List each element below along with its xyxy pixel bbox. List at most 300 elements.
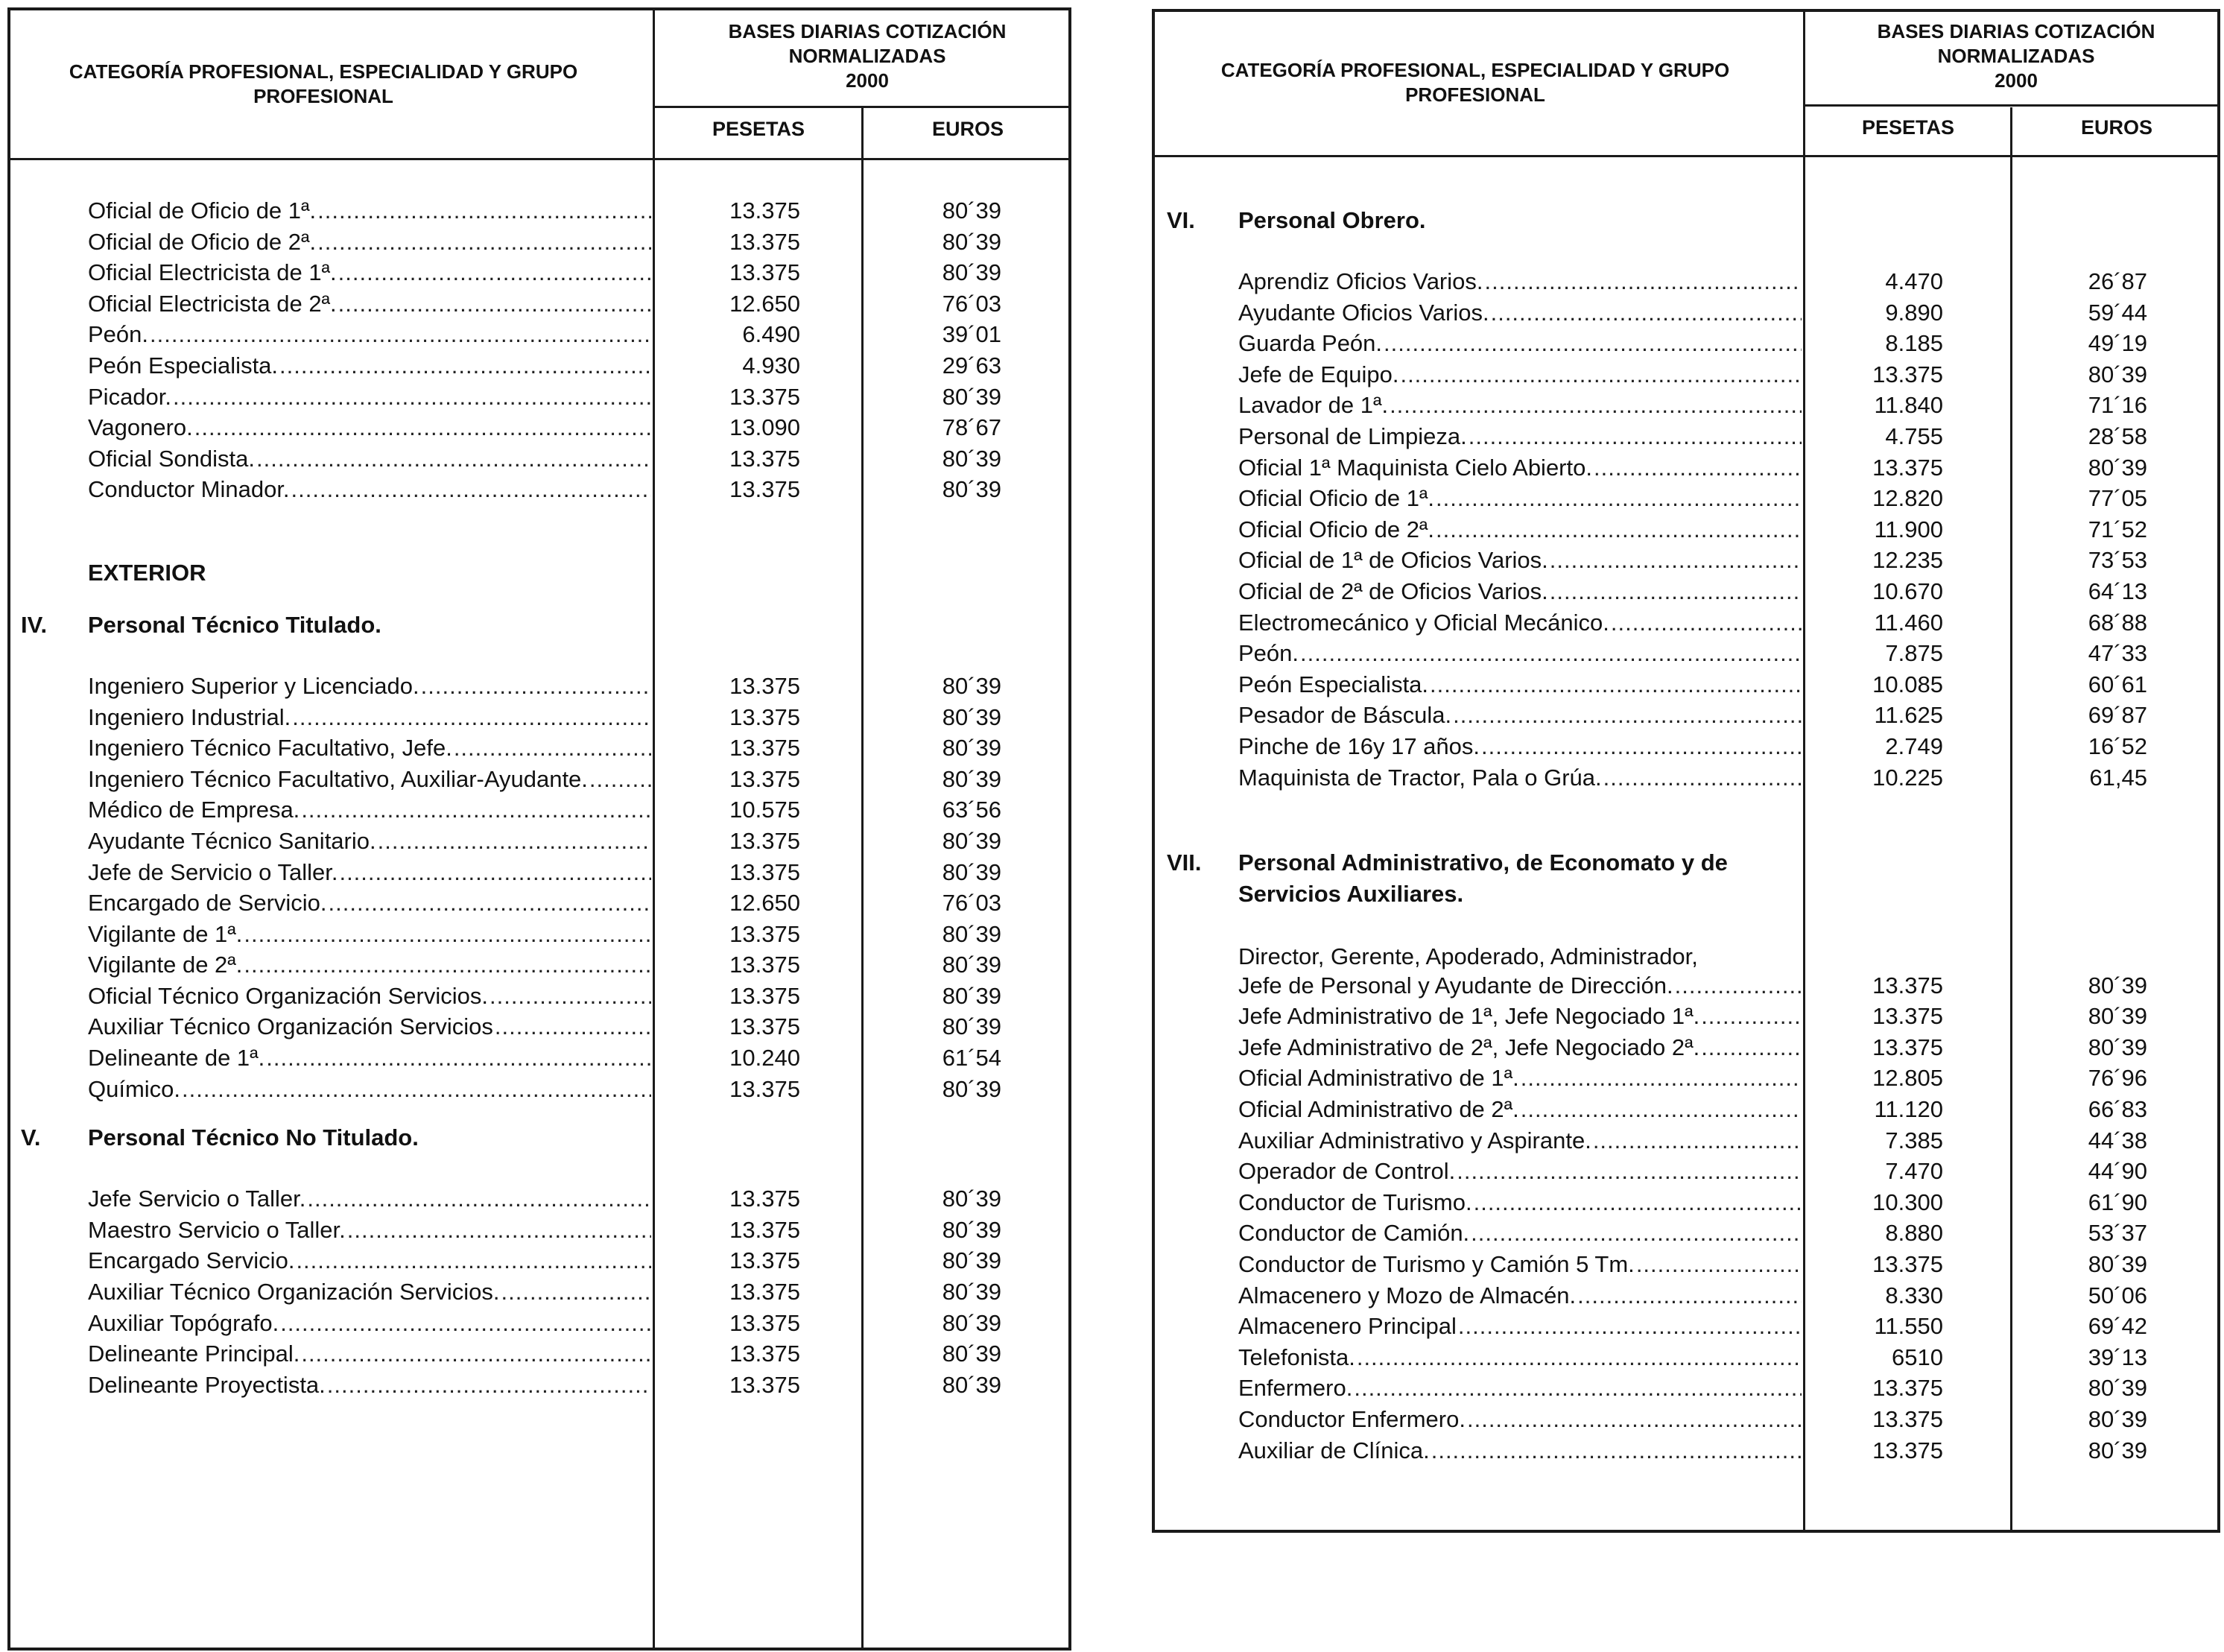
section-iv-heading xyxy=(10,612,1068,656)
pesetas-value: 12.650 xyxy=(729,290,800,317)
dot-leader xyxy=(256,446,651,472)
section-title: Personal Técnico Titulado. xyxy=(88,611,381,638)
dot-leader xyxy=(1471,1220,1802,1247)
euros-value: 59´44 xyxy=(2088,299,2147,326)
row-label-text: Ingeniero Técnico Facultativo, Auxiliar-Ayudante. xyxy=(88,765,588,792)
row-label xyxy=(1238,578,1802,605)
row-label-text: Ingeniero Superior y Licenciado. xyxy=(88,672,419,699)
row-label-text: Conductor Enfermero. xyxy=(1238,1406,1466,1432)
row-label-text: Aprendiz Oficios Varios. xyxy=(1238,268,1483,294)
euros-value: 80´39 xyxy=(2088,1251,2147,1278)
table-row xyxy=(10,321,1068,352)
pesetas-value: 10.225 xyxy=(1872,764,1943,791)
euros-value: 47´33 xyxy=(2088,640,2147,667)
table-row xyxy=(1155,361,2217,393)
row-label xyxy=(88,890,651,917)
dot-leader xyxy=(1458,1313,1802,1340)
dot-leader xyxy=(1550,547,1802,574)
row-label-text: Guarda Peón. xyxy=(1238,330,1383,357)
row-label-text: Delineante de 1ª. xyxy=(88,1045,265,1072)
euros-value: 80´39 xyxy=(942,1216,1001,1243)
row-label-text: Delineante Proyectista. xyxy=(88,1371,326,1398)
pesetas-value: 10.575 xyxy=(729,797,800,823)
table-row xyxy=(1155,516,2217,548)
pesetas-value: 13.375 xyxy=(729,703,800,730)
header-rule xyxy=(1155,155,2217,157)
euros-value: 77´05 xyxy=(2088,485,2147,512)
pesetas-value: 12.650 xyxy=(729,890,800,917)
row-label-text: Personal de Limpieza. xyxy=(1238,423,1467,449)
table-row xyxy=(10,384,1068,415)
euros-value: 76´03 xyxy=(942,290,1001,317)
pesetas-value: 13.375 xyxy=(1872,1437,1943,1463)
dot-leader xyxy=(1481,733,1802,760)
pesetas-value: 2.749 xyxy=(1885,732,1943,759)
row-label-text: Oficial de 2ª de Oficios Varios. xyxy=(1238,577,1548,604)
row-label xyxy=(88,446,651,472)
euros-value: 78´67 xyxy=(942,414,1001,441)
pesetas-value: 13.375 xyxy=(729,1309,800,1336)
pesetas-value: 11.625 xyxy=(1874,702,1943,729)
row-label-text: Oficial de 1ª de Oficios Varios. xyxy=(1238,547,1548,574)
euros-header: EUROS xyxy=(931,118,1004,140)
euros-value: 64´13 xyxy=(2088,577,2147,604)
row-label-text: Vagonero. xyxy=(88,414,193,441)
pesetas-value: 13.375 xyxy=(1872,1034,1943,1060)
row-label xyxy=(1238,1065,1802,1092)
euros-value: 80´39 xyxy=(942,765,1001,792)
euros-value: 80´39 xyxy=(942,1247,1001,1274)
table-row xyxy=(10,797,1068,828)
row-label xyxy=(1238,516,1802,543)
bases-header xyxy=(659,19,1076,93)
row-label xyxy=(88,1341,651,1367)
row-label-text: Oficial Administrativo de 2ª. xyxy=(1238,1096,1519,1123)
row-label xyxy=(88,259,651,286)
row-label xyxy=(1238,610,1802,636)
dot-leader xyxy=(1390,392,1802,419)
table-row xyxy=(1155,455,2217,486)
row-label-text: Oficial Electricista de 1ª. xyxy=(88,259,337,286)
euros-value: 73´53 xyxy=(2088,547,2147,574)
pesetas-value: 11.900 xyxy=(1874,516,1943,542)
euros-value: 39´01 xyxy=(942,321,1001,348)
row-label-text: Peón. xyxy=(88,321,149,348)
row-label xyxy=(1238,1158,1802,1185)
row-label-text: Oficial Técnico Organización Servicios. xyxy=(88,982,488,1009)
dot-leader xyxy=(1430,671,1802,698)
pesetas-value: 10.085 xyxy=(1872,671,1943,697)
euros-value: 80´39 xyxy=(942,982,1001,1009)
row-label xyxy=(88,1217,651,1244)
row-label xyxy=(88,735,651,762)
pesetas-value: 11.460 xyxy=(1874,609,1943,636)
dot-leader xyxy=(1611,610,1802,636)
row-label-text: Oficial Sondista. xyxy=(88,445,255,472)
row-label xyxy=(1238,1034,1802,1061)
right-table xyxy=(1152,9,2220,1533)
row-label xyxy=(88,766,651,793)
header-rule xyxy=(10,158,1068,160)
row-label xyxy=(1238,1406,1802,1433)
row-label-text: Pesador de Báscula. xyxy=(1238,702,1452,729)
table-row xyxy=(1155,765,2217,796)
table-row xyxy=(1155,1282,2217,1314)
euros-value: 49´19 xyxy=(2088,330,2147,357)
row-label-text: Conductor de Turismo y Camión 5 Tm. xyxy=(1238,1251,1635,1278)
table-row xyxy=(10,1217,1068,1248)
dot-leader xyxy=(1400,361,1802,388)
section-title: Personal Técnico No Titulado. xyxy=(88,1124,419,1151)
row-label xyxy=(1238,1437,1802,1464)
euros-value: 61´54 xyxy=(942,1045,1001,1072)
row-label-text: Químico. xyxy=(88,1075,181,1102)
row-label xyxy=(1238,423,1802,450)
pesetas-value: 10.240 xyxy=(729,1045,800,1072)
row-label-text: Lavador de 1ª. xyxy=(1238,392,1389,419)
table-row xyxy=(10,921,1068,952)
table-row xyxy=(1155,392,2217,423)
dot-leader xyxy=(1436,516,1802,543)
dot-leader xyxy=(279,352,651,379)
table-row xyxy=(1155,1096,2217,1127)
dot-leader xyxy=(296,1247,651,1274)
dot-leader xyxy=(378,828,651,855)
pesetas-value: 13.375 xyxy=(729,858,800,885)
table-row xyxy=(1155,972,2217,1004)
euros-value: 80´39 xyxy=(942,858,1001,885)
section-v-heading xyxy=(10,1124,1068,1169)
table-row xyxy=(1155,330,2217,361)
row-label xyxy=(88,983,651,1010)
euros-value: 80´39 xyxy=(2088,454,2147,481)
euros-value: 39´13 xyxy=(2088,1344,2147,1370)
row-label-text: Oficial de Oficio de 1ª. xyxy=(88,197,317,224)
euros-value: 80´39 xyxy=(2088,1034,2147,1060)
dot-leader xyxy=(1300,640,1802,667)
table-row xyxy=(10,1247,1068,1279)
table-row xyxy=(10,1341,1068,1372)
dot-leader xyxy=(1457,1158,1802,1185)
interior-rows xyxy=(10,197,1068,507)
euros-value: 44´38 xyxy=(2088,1127,2147,1153)
euros-value: 50´06 xyxy=(2088,1282,2147,1308)
row-label xyxy=(1238,330,1802,357)
table-row xyxy=(10,890,1068,921)
pesetas-value: 10.670 xyxy=(1872,577,1943,604)
pesetas-value: 11.550 xyxy=(1874,1313,1943,1340)
row-label xyxy=(1238,1282,1802,1309)
euros-value: 80´39 xyxy=(942,383,1001,410)
section-title-line-1: Personal Administrativo, de Economato y de xyxy=(1238,849,1728,876)
pesetas-value: 13.375 xyxy=(729,228,800,255)
pesetas-value: 7.470 xyxy=(1885,1158,1943,1185)
left-table xyxy=(7,7,1071,1651)
euros-value: 80´39 xyxy=(942,672,1001,699)
row-label-text: Jefe de Servicio o Taller. xyxy=(88,858,338,885)
dot-leader xyxy=(1357,1344,1802,1371)
section-iv-rows xyxy=(10,673,1068,1107)
category-header: CATEGORÍA PROFESIONAL, ESPECIALIDAD Y GRUPO PROFESIONAL xyxy=(69,60,578,107)
row-label-text: Ingeniero Industrial. xyxy=(88,703,291,730)
pesetas-value: 13.375 xyxy=(1872,1251,1943,1278)
row-label-text: Vigilante de 2ª. xyxy=(88,952,243,978)
row-label xyxy=(1238,1313,1802,1340)
table-row xyxy=(10,259,1068,291)
table-row xyxy=(1155,1344,2217,1376)
pesetas-value: 13.375 xyxy=(729,445,800,472)
dot-leader xyxy=(1431,1437,1802,1464)
row-label xyxy=(1238,1344,1802,1371)
row-label-text: Ayudante Oficios Varios. xyxy=(1238,299,1489,326)
section-vii-heading xyxy=(1155,847,2217,914)
euros-value: 16´52 xyxy=(2088,732,2147,759)
euros-value: 71´16 xyxy=(2088,392,2147,419)
euros-value: 80´39 xyxy=(942,1013,1001,1040)
dot-leader xyxy=(490,983,651,1010)
table-row xyxy=(1155,485,2217,516)
euros-value: 63´56 xyxy=(942,797,1001,823)
dot-leader xyxy=(317,229,651,256)
dot-leader xyxy=(495,1013,651,1040)
euros-value: 69´42 xyxy=(2088,1313,2147,1340)
pesetas-value: 12.805 xyxy=(1872,1065,1943,1092)
row-label xyxy=(1238,392,1802,419)
row-label xyxy=(88,291,651,317)
section-title-line xyxy=(1238,847,1790,879)
dot-leader xyxy=(501,1279,652,1306)
section-v-rows xyxy=(10,1186,1068,1402)
row-label-text: Oficial Electricista de 2ª. xyxy=(88,290,337,317)
row-label-text: Enfermero. xyxy=(1238,1375,1353,1402)
row-label xyxy=(88,1013,651,1040)
row-label-text: Picador. xyxy=(88,383,172,410)
table-row xyxy=(1155,1065,2217,1096)
table-row xyxy=(10,291,1068,322)
year-label: 2000 xyxy=(846,69,889,92)
pesetas-value: 13.375 xyxy=(729,476,800,503)
row-label-text: Maquinista de Tractor, Pala o Grúa. xyxy=(1238,764,1602,791)
euros-value: 44´90 xyxy=(2088,1158,2147,1185)
vii-first-line: Director, Gerente, Apoderado, Administrador, xyxy=(1238,943,1698,970)
table-row xyxy=(1155,1251,2217,1282)
row-label-text: Auxiliar Administrativo y Aspirante. xyxy=(1238,1127,1591,1153)
row-label-text: Auxiliar Topógrafo. xyxy=(88,1309,279,1336)
table-row xyxy=(10,983,1068,1014)
euros-value: 80´39 xyxy=(2088,1406,2147,1432)
euros-value: 28´58 xyxy=(2088,423,2147,449)
row-label-text: Oficial de Oficio de 2ª. xyxy=(88,228,317,255)
dot-leader xyxy=(327,1372,651,1399)
pesetas-header: PESETAS xyxy=(1861,116,1955,139)
euros-value: 80´39 xyxy=(942,1371,1001,1398)
row-label-text: Jefe de Equipo. xyxy=(1238,361,1399,387)
dot-leader xyxy=(347,1217,651,1244)
dot-leader xyxy=(280,1310,651,1337)
row-label-text: Operador de Control. xyxy=(1238,1158,1456,1185)
row-label xyxy=(88,921,651,948)
row-label xyxy=(1238,1189,1802,1216)
euros-value: 76´96 xyxy=(2088,1065,2147,1092)
euros-value: 29´63 xyxy=(942,352,1001,379)
pesetas-value: 13.375 xyxy=(729,735,800,762)
euros-value: 80´39 xyxy=(2088,1375,2147,1402)
euros-value: 80´39 xyxy=(942,445,1001,472)
header-rule xyxy=(1803,104,2217,107)
row-label xyxy=(1238,765,1802,791)
row-label xyxy=(88,476,651,503)
dot-leader xyxy=(1354,1375,1802,1402)
section-number: VII. xyxy=(1167,849,1202,876)
dot-leader xyxy=(194,414,651,441)
table-row xyxy=(10,766,1068,797)
row-label xyxy=(88,414,651,441)
dot-leader xyxy=(1491,300,1802,326)
euros-value: 80´39 xyxy=(942,228,1001,255)
euros-value: 80´39 xyxy=(942,1279,1001,1306)
row-label xyxy=(88,384,651,411)
bases-label: BASES DIARIAS COTIZACIÓN NORMALIZADAS xyxy=(1877,20,2155,67)
row-label-text: Jefe Servicio o Taller. xyxy=(88,1186,306,1212)
euros-value: 80´39 xyxy=(942,920,1001,947)
row-label-text: Jefe Administrativo de 1ª, Jefe Negociado 1ª. xyxy=(1238,1003,1700,1030)
euros-value: 69´87 xyxy=(2088,702,2147,729)
category-header: CATEGORÍA PROFESIONAL, ESPECIALIDAD Y GRUPO PROFESIONAL xyxy=(1220,59,1730,106)
row-label xyxy=(88,197,651,224)
row-label xyxy=(1238,702,1802,729)
pesetas-value: 10.300 xyxy=(1872,1189,1943,1215)
table-row xyxy=(10,704,1068,735)
row-label xyxy=(1238,361,1802,388)
dot-leader xyxy=(307,1186,651,1212)
dot-leader xyxy=(266,1045,651,1072)
table-row xyxy=(1155,1189,2217,1221)
row-label-text: Peón Especialista. xyxy=(88,352,279,379)
euros-value: 80´39 xyxy=(942,735,1001,762)
euros-value: 80´39 xyxy=(942,476,1001,503)
row-label-text: Peón. xyxy=(1238,640,1299,667)
pesetas-value: 13.375 xyxy=(729,672,800,699)
pesetas-value: 13.375 xyxy=(729,1075,800,1102)
table-row xyxy=(10,446,1068,477)
header-rule xyxy=(653,106,1068,108)
row-label xyxy=(88,1076,651,1103)
pesetas-value: 13.375 xyxy=(729,383,800,410)
row-label xyxy=(1238,640,1802,667)
euros-value: 60´61 xyxy=(2088,671,2147,697)
dot-leader xyxy=(1577,1282,1802,1309)
euros-value: 80´39 xyxy=(2088,1437,2147,1463)
row-label xyxy=(1238,1096,1802,1123)
table-row xyxy=(1155,610,2217,641)
pesetas-value: 7.875 xyxy=(1885,640,1943,667)
table-row xyxy=(10,229,1068,260)
row-label-text: Almacenero Principal xyxy=(1238,1313,1457,1340)
section-title: Personal Obrero. xyxy=(1238,207,1426,233)
row-label xyxy=(1238,485,1802,512)
row-label-text: Auxiliar Técnico Organización Servicios. xyxy=(88,1279,500,1306)
dot-leader xyxy=(1593,1127,1802,1154)
table-row xyxy=(10,1076,1068,1107)
row-label xyxy=(1238,1220,1802,1247)
row-label xyxy=(1238,1003,1802,1030)
row-label xyxy=(1238,1375,1802,1402)
table-row xyxy=(1155,1127,2217,1159)
row-label-text: Ingeniero Técnico Facultativo, Jefe. xyxy=(88,735,452,762)
euros-header: EUROS xyxy=(2080,116,2153,139)
row-label xyxy=(88,828,651,855)
dot-leader xyxy=(182,1076,651,1103)
pesetas-value: 13.375 xyxy=(1872,454,1943,481)
table-row xyxy=(1155,1437,2217,1469)
pesetas-value: 13.375 xyxy=(1872,972,1943,999)
euros-value: 80´39 xyxy=(942,1341,1001,1367)
dot-leader xyxy=(301,1341,651,1367)
pesetas-value: 13.375 xyxy=(729,1341,800,1367)
pesetas-value: 11.840 xyxy=(1874,392,1943,419)
pesetas-value: 4.755 xyxy=(1885,423,1943,449)
dot-leader xyxy=(244,952,651,978)
row-label-text: Almacenero y Mozo de Almacén. xyxy=(1238,1282,1577,1308)
pesetas-value: 6510 xyxy=(1892,1344,1943,1370)
row-label-text: Oficial Oficio de 2ª. xyxy=(1238,516,1435,542)
pesetas-value: 9.890 xyxy=(1885,299,1943,326)
euros-value: 80´39 xyxy=(2088,361,2147,387)
row-label-text: Oficial 1ª Maquinista Cielo Abierto. xyxy=(1238,454,1592,481)
dot-leader xyxy=(454,735,651,762)
dot-leader xyxy=(338,259,651,286)
table-row xyxy=(1155,640,2217,671)
pesetas-value: 13.375 xyxy=(729,259,800,286)
pesetas-value: 13.375 xyxy=(729,920,800,947)
dot-leader xyxy=(1701,1034,1802,1061)
pesetas-value: 13.375 xyxy=(729,827,800,854)
pesetas-value: 13.375 xyxy=(729,1013,800,1040)
row-label xyxy=(88,352,651,379)
row-label xyxy=(88,1247,651,1274)
table-row xyxy=(10,859,1068,890)
row-label xyxy=(88,229,651,256)
dot-leader xyxy=(421,673,651,700)
dot-leader xyxy=(244,921,651,948)
pesetas-value: 13.375 xyxy=(729,197,800,224)
euros-value: 80´39 xyxy=(2088,1003,2147,1030)
euros-value: 61´90 xyxy=(2088,1189,2147,1215)
pesetas-value: 13.375 xyxy=(729,1186,800,1212)
row-label-text: Ayudante Técnico Sanitario. xyxy=(88,827,376,854)
section-vii-rows xyxy=(1155,972,2217,1469)
dot-leader xyxy=(1453,702,1802,729)
dot-leader xyxy=(589,766,651,793)
section-number: VI. xyxy=(1167,207,1195,233)
euros-value: 80´39 xyxy=(2088,972,2147,999)
pesetas-value: 13.375 xyxy=(1872,1003,1943,1030)
section-vi-heading xyxy=(1155,207,2217,252)
dot-leader xyxy=(1469,423,1802,450)
dot-leader xyxy=(317,197,651,224)
pesetas-value: 13.375 xyxy=(1872,1375,1943,1402)
row-label xyxy=(88,952,651,978)
euros-value: 80´39 xyxy=(942,197,1001,224)
section-vi-rows xyxy=(1155,268,2217,795)
table-row xyxy=(1155,578,2217,610)
row-label xyxy=(88,1045,651,1072)
pesetas-value: 8.185 xyxy=(1885,330,1943,357)
section-title-line-2: Servicios Auxiliares. xyxy=(1238,880,1464,907)
euros-value: 76´03 xyxy=(942,890,1001,917)
row-label xyxy=(88,673,651,700)
euros-value: 80´39 xyxy=(942,1075,1001,1102)
